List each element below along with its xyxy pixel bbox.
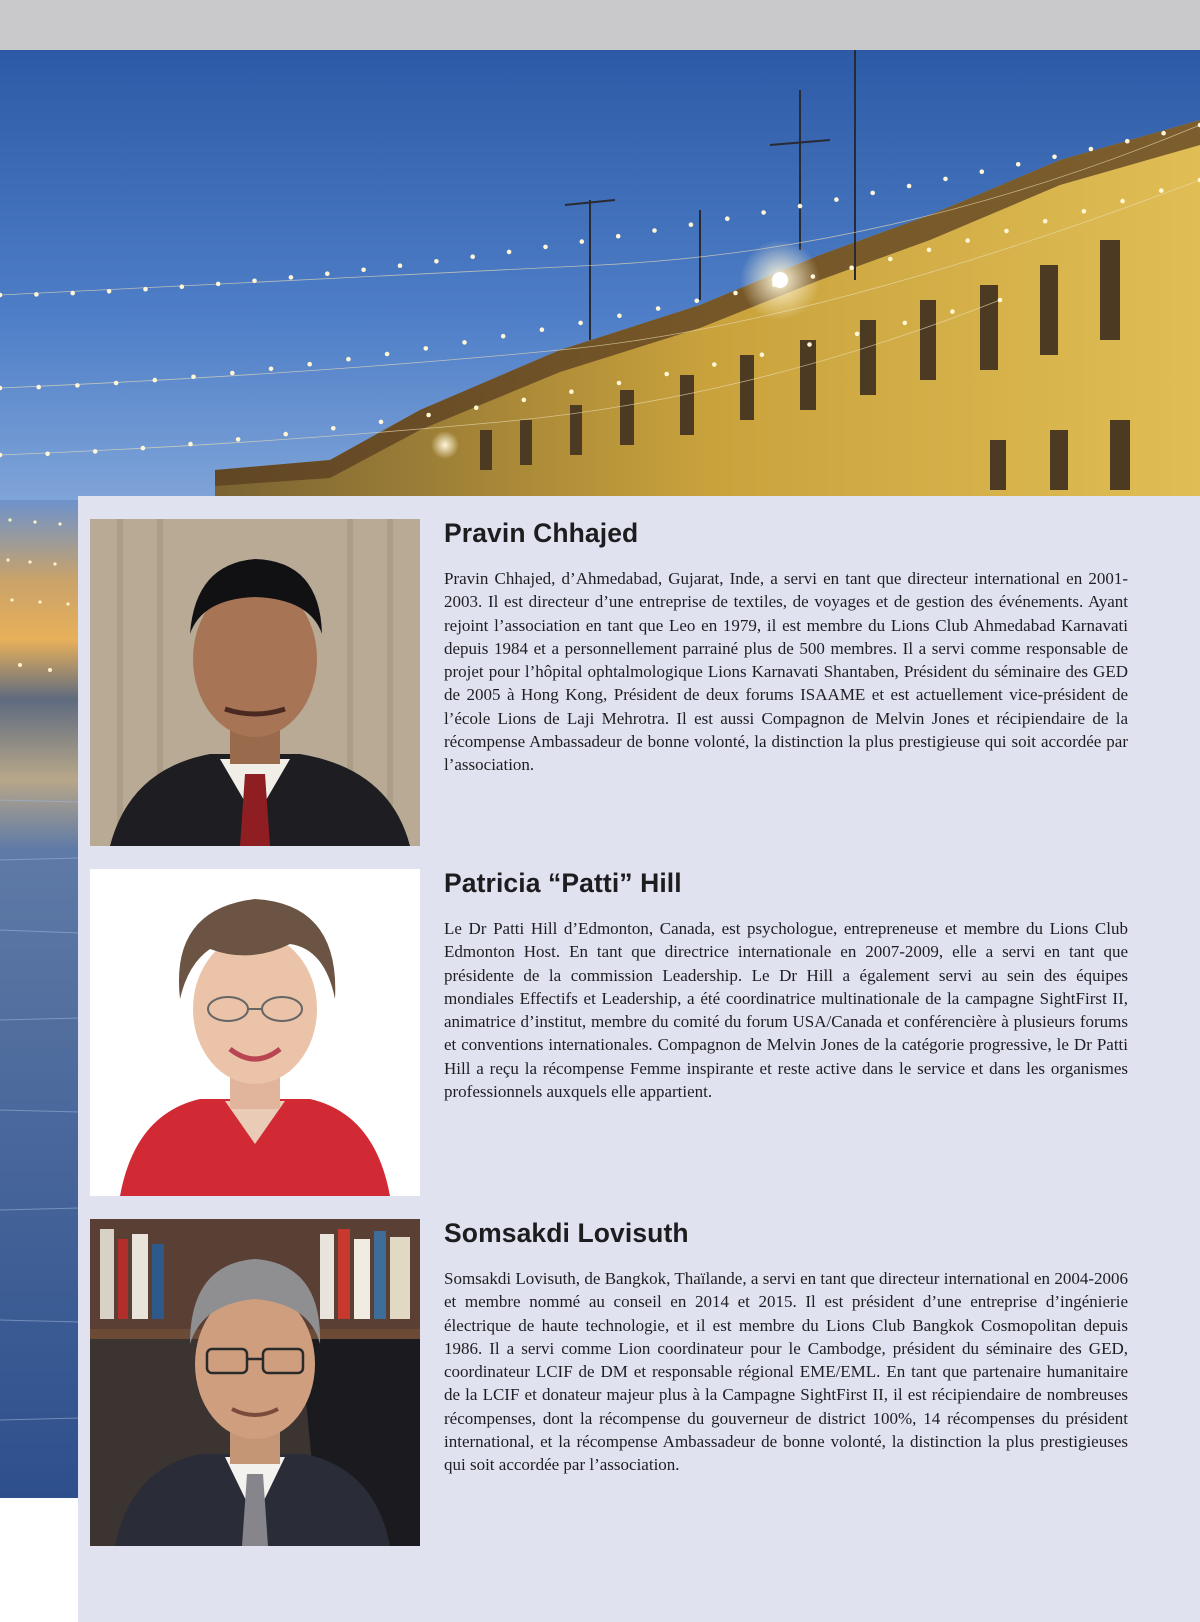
portrait-somsakdi-lovisuth: [90, 1219, 420, 1546]
portrait-patti-hill: [90, 869, 420, 1196]
bio-text: Somsakdi Lovisuth, de Bangkok, Thaïlande, a servi en tant que directeur international en 2004-2006 et membre nommé au conseil en 2014 et 2015. Il est président d’une entreprise d’ingénierie électrique de haute technologie, et il est membre du Lions Club Bangkok Cosmopolitan depuis 1986. Il a servi comme Lion coordinateur pour le Cambodge, président du séminaire des GED, coordinateur LCIF de DM et responsable régional EME/EML. En tant que partenaire humanitaire de la LCIF et donateur majeur plus à la Campagne SightFirst II, il est récipiendaire de nombreuses récompenses, dont la récompense du gouverneur de district 100%, 14 récompenses du président international, et la récompense Ambassadeur de bonne volonté, la distinction la plus prestigieuses qui soit accordée par l’association.: [444, 1269, 1128, 1475]
bio-name: Patricia “Patti” Hill: [444, 868, 682, 898]
portrait-pravin-chhajed: [90, 519, 420, 846]
top-gray-band: [0, 0, 1200, 50]
bio-pravin-chhajed: [444, 518, 1128, 777]
bio-text: Pravin Chhajed, d’Ahmedabad, Gujarat, Inde, a servi en tant que directeur international en 2001-2003. Il est directeur d’une entreprise de textiles, de voyages et de gestion des événements. Ayant rejoint l’association en tant que Leo en 1979, il est membre du Lions Club Ahmedabad Karnavati depuis 1984 et a personnellement parrainé plus de 500 membres. Il a servi comme responsable de projet pour l’hôpital ophtalmologique Lions Karnavati Shantaben, Président du séminaire des GED de 2005 à Hong Kong, Président de deux forums ISAAME et est actuellement vice-président de l’école Lions de Laji Mehrotra. Il est aussi Compagnon de Melvin Jones et récipiendaire de la récompense Ambassadeur de bonne volonté, la distinction la plus prestigieuse qui soit accordée par l’association.: [444, 569, 1128, 775]
hero-photo: [0, 50, 1200, 500]
bio-name: Somsakdi Lovisuth: [444, 1218, 689, 1248]
side-canal-strip: [0, 500, 80, 1498]
bio-text: Le Dr Patti Hill d’Edmonton, Canada, est psychologue, entrepreneuse et membre du Lions Club Edmonton Host. En tant que directrice internationale en 2007-2009, elle a servi en tant que présidente de la commission Leadership. Le Dr Hill a également servi au sein des équipes mondiales Effectifs et Leadership, a été coordinatrice multinationale de la campagne SightFirst II, animatrice d’institut, membre du comité du forum USA/Canada et conférencière à plusieurs forums et conventions internationales. Compagnon de Melvin Jones de la catégorie progressive, le Dr Patti Hill a reçu la récompense Femme inspirante et reste active dans le service et dans les organismes professionnels auxquels elle appartient.: [444, 919, 1128, 1102]
bio-somsakdi-lovisuth: [444, 1218, 1128, 1477]
bio-name: Pravin Chhajed: [444, 518, 639, 548]
bio-patti-hill: [444, 868, 1128, 1103]
